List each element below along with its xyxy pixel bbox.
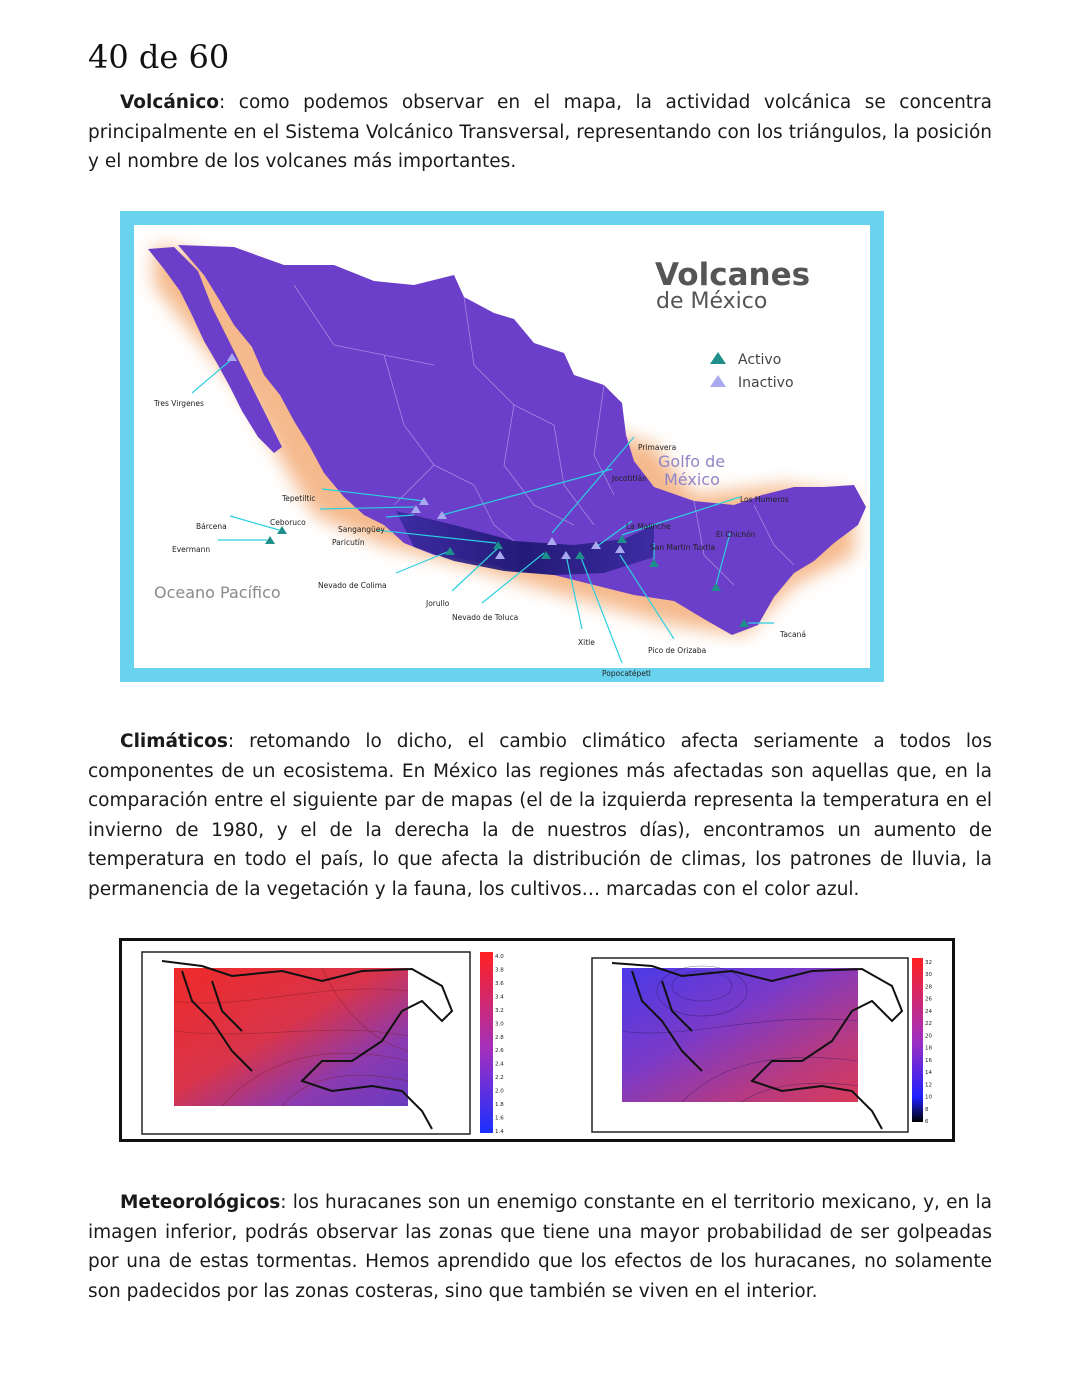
scale-today-tick-label: 12 (925, 1082, 932, 1089)
text-meteorologicos: : los huracanes son un enemigo constante en el territorio mexicano, y, en la imagen inferior, podrás observar las zonas que tiene una mayor probabilidad de ser golpeadas por una de estas tormentas. Hemos aprendido que los efectos de los huracanes, no solamente son padecidos por las zonas costeras, sino que también se viven en el interior. (88, 1192, 992, 1302)
climate-maps (122, 941, 952, 1139)
label-jocotitlan: Jocotitlán (612, 474, 647, 483)
scale-1980-tick-label: 2.8 (495, 1034, 504, 1041)
label-la-malinche: La Malinche (626, 522, 671, 531)
scale-bar-today (912, 958, 923, 1122)
scale-1980-tick-label: 1.6 (495, 1115, 504, 1122)
paragraph-meteorologicos (88, 1188, 992, 1306)
label-jorullo: Jorullo (426, 599, 450, 608)
text-volcanico: : como podemos observar en el mapa, la actividad volcánica se concentra principalmente en el Sistema Volcánico Transversal, representando con los triángulos, la posición y el nombre de los volcanes más importantes. (88, 92, 992, 172)
scale-1980-tick-label: 1.8 (495, 1102, 504, 1109)
scale-today-tick-label: 10 (925, 1094, 932, 1101)
climate-map-today (592, 958, 932, 1132)
lead-meteorologicos: Meteorológicos (120, 1192, 281, 1213)
volcano-map (134, 225, 870, 678)
scale-1980-tick-label: 2.0 (495, 1088, 504, 1095)
scale-today-tick-label: 20 (925, 1033, 932, 1040)
volcano-map-figure (120, 211, 884, 682)
scale-today-tick-label: 26 (925, 996, 932, 1003)
scale-1980-tick-label: 2.2 (495, 1075, 504, 1082)
label-evermann: Evermann (172, 545, 211, 554)
label-primavera: Primavera (638, 443, 677, 452)
paragraph-climaticos (88, 727, 992, 904)
scale-1980-tick-label: 3.4 (495, 994, 504, 1001)
scale-1980-tick-label: 2.6 (495, 1048, 504, 1055)
text-climaticos: : retomando lo dicho, el cambio climático afecta seriamente a todos los componentes de un ecosistema. En México las regiones más afectadas son aquellas que, en la comparación entre el siguiente par de mapas (el de la izquierda representa la temperatura en el invierno de 1980, y el de la derecha la de nuestros días), encontramos un aumento de temperatura en todo el país, lo que afecta la distribución de climas, los patrones de lluvia, la permanencia de la vegetación y la fauna, los cultivos… marcadas con el color azul. (88, 731, 992, 900)
label-xitle: Xitle (578, 638, 595, 647)
legend-inactive-icon (710, 375, 726, 387)
scale-today-tick-label: 24 (925, 1008, 932, 1015)
scale-today-tick-label: 8 (925, 1106, 929, 1113)
legend-active-icon (710, 352, 726, 364)
scale-today-tick-label: 18 (925, 1045, 932, 1052)
label-barcena: Bárcena (196, 522, 227, 531)
page-number: 40 de 60 (88, 38, 230, 76)
map-title-line2: de México (656, 289, 768, 314)
label-tacana: Tacaná (780, 630, 807, 639)
label-san-martin: San Martín Tuxtla (650, 543, 716, 552)
legend-inactive-label: Inactivo (738, 375, 794, 391)
lead-volcanico: Volcánico (120, 92, 219, 113)
label-los-humeros: Los Humeros (740, 495, 789, 504)
scale-today-tick-label: 22 (925, 1021, 932, 1028)
label-tepetiltic: Tepetiltic (282, 494, 316, 503)
label-popocatepetl: Popocatépetl (602, 669, 651, 678)
label-nevado-toluca: Nevado de Toluca (452, 613, 519, 622)
legend-active-label: Activo (738, 352, 782, 368)
scale-1980-tick-label: 2.4 (495, 1061, 504, 1068)
label-nevado-colima: Nevado de Colima (318, 581, 387, 590)
gulf-label-line1: Golfo de (658, 452, 726, 471)
scale-1980-tick-label: 4.0 (495, 954, 504, 960)
scale-today-tick-label: 6 (925, 1119, 929, 1125)
scale-1980-tick-label: 1.4 (495, 1129, 504, 1135)
scale-1980-tick-label: 3.0 (495, 1021, 504, 1028)
pacific-ocean-label: Oceano Pacífico (154, 583, 281, 602)
gulf-label-line2: México (664, 470, 720, 489)
label-paricutin: Paricutín (332, 538, 365, 547)
label-tres-virgenes: Tres Virgenes (154, 399, 204, 408)
climate-maps-figure (119, 938, 955, 1142)
scale-today-tick-label: 14 (925, 1070, 932, 1077)
label-pico-orizaba: Pico de Orizaba (648, 646, 707, 655)
scale-1980-tick-label: 3.8 (495, 967, 504, 974)
label-sanganguey: Sangangüey (338, 525, 385, 534)
scale-today-tick-label: 16 (925, 1057, 932, 1064)
climate-map-1980 (142, 952, 504, 1135)
paragraph-volcanico (88, 88, 992, 177)
scale-1980-tick-label: 3.6 (495, 980, 504, 987)
lead-climaticos: Climáticos (120, 731, 228, 752)
label-ceboruco: Ceboruco (270, 518, 306, 527)
scale-1980-tick-label: 3.2 (495, 1007, 504, 1014)
scale-today-tick-label: 28 (925, 984, 932, 991)
scale-today-tick-label: 32 (925, 960, 932, 966)
scale-today-tick-label: 30 (925, 972, 932, 979)
map-title-line1: Volcanes (655, 257, 811, 293)
label-el-chichon: El Chichón (716, 530, 756, 539)
scale-bar-1980 (480, 952, 493, 1133)
